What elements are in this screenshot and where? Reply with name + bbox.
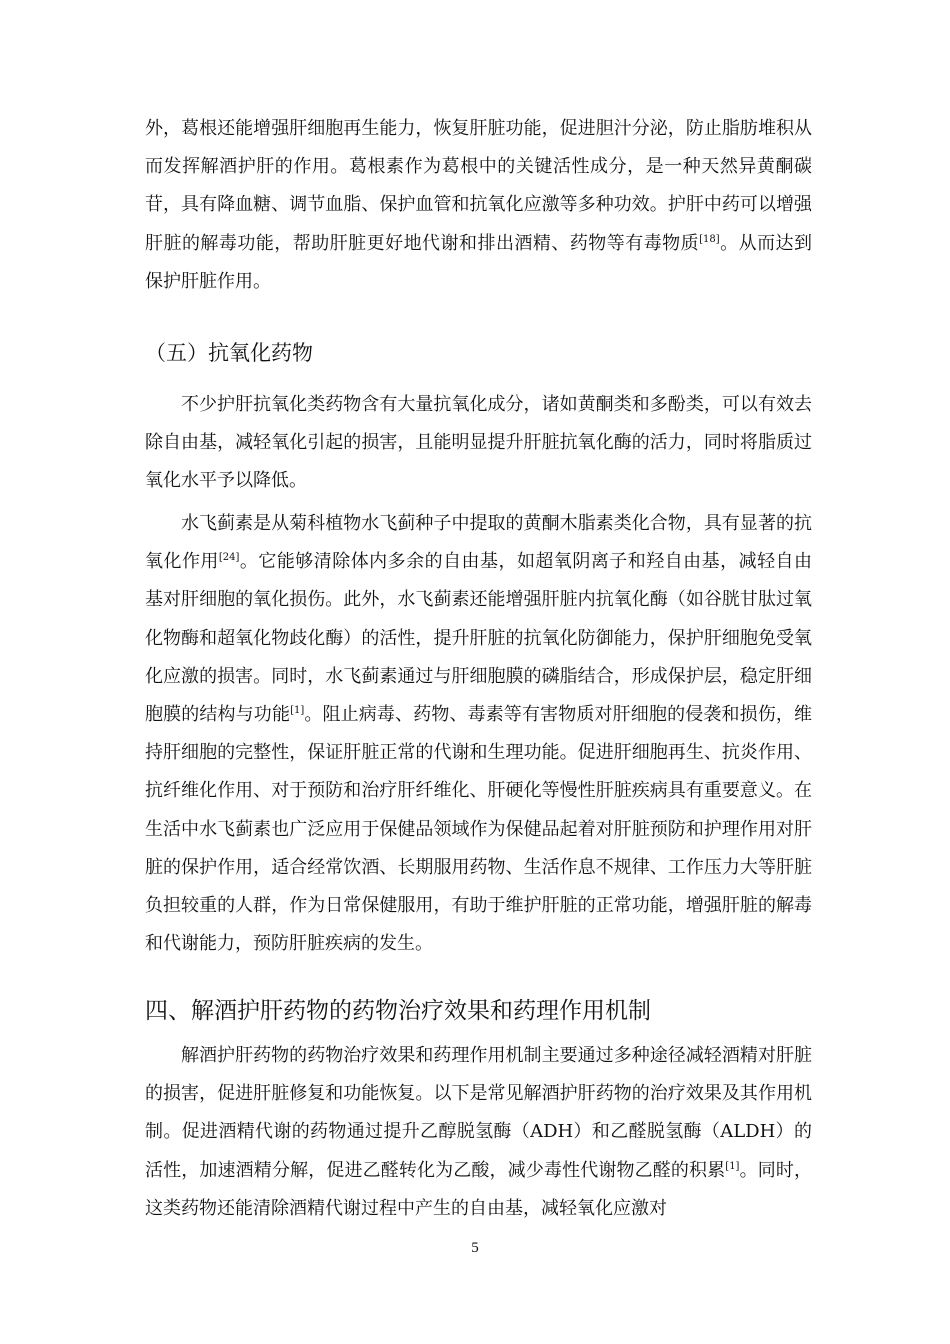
section-heading-antioxidant: （五）抗氧化药物 bbox=[145, 341, 313, 365]
paragraph-text: 外，葛根还能增强肝细胞再生能力，恢复肝脏功能，促进胆汁分泌，防止脂肪堆积从而发挥解酒护肝的作用。葛根素作为葛根中的关键活性成分，是一种天然异黄酮碳苷，具有降血糖、调节血脂、保护血管和抗氧化应激等多种功效。护肝中药可以增强肝脏的解毒功能，帮助肝脏更好地代谢和排出酒精、药物等有毒物质 bbox=[145, 118, 812, 254]
paragraph-text: 水飞蓟素是从菊科植物水飞蓟种子中提取的黄酮木脂素类化合物，具有显著的抗氧化作用 bbox=[145, 513, 812, 573]
paragraph-mechanism bbox=[145, 1037, 812, 1228]
paragraph-text: 。从而达到保护肝脏作用。 bbox=[145, 232, 813, 292]
paragraph-gegen bbox=[145, 110, 812, 301]
paragraph-antioxidant-intro: 不少护肝抗氧化类药物含有大量抗氧化成分，诸如黄酮类和多酚类，可以有效去除自由基，减轻氧化引起的损害，且能明显提升肝脏抗氧化酶的活力，同时将脂质过氧化水平予以降低。 bbox=[145, 394, 812, 492]
paragraph-text: 解酒护肝药物的药物治疗效果和药理作用机制主要通过多种途径减轻酒精对肝脏的损害，促进肝脏修复和功能恢复。以下是常见解酒护肝药物的治疗效果及其作用机制。促进酒精代谢的药物通过提升乙醇脱氢酶（ADH）和乙醛脱氢酶（ALDH）的活性，加速酒精分解，促进乙醛转化为乙酸，减少毒性代谢物乙醛的积累 bbox=[145, 1045, 812, 1181]
citation-ref: [1] bbox=[725, 1160, 740, 1172]
citation-ref: [18] bbox=[699, 233, 720, 245]
paragraph-text: 。它能够清除体内多余的自由基，如超氧阴离子和羟自由基，减轻自由基对肝细胞的氧化损伤。此外，水飞蓟素还能增强肝脏内抗氧化酶（如谷胱甘肽过氧化物酶和超氧化物歧化酶）的活性，提升肝脏的抗氧化防御能力，保护肝细胞免受氧化应激的损害。同时，水飞蓟素通过与肝细胞膜的磷脂结合，形成保护层，稳定肝细胞膜的结构与功能 bbox=[145, 551, 813, 726]
page-number: 5 bbox=[471, 1240, 479, 1256]
chapter-heading-mechanism: 四、解酒护肝药物的药物治疗效果和药理作用机制 bbox=[145, 998, 651, 1024]
paragraph-text: 。阻止病毒、药物、毒素等有害物质对肝细胞的侵袭和损伤，维持肝细胞的完整性，保证肝脏正常的代谢和生理功能。促进肝细胞再生、抗炎作用、抗纤维化作用、对于预防和治疗肝纤维化、肝硬化等慢性肝脏疾病具有重要意义。在生活中水飞蓟素也广泛应用于保健品领域作为保健品起着对肝脏预防和护理作用对肝脏的保护作用，适合经常饮酒、长期服用药物、生活作息不规律、工作压力大等肝脏负担较重的人群，作为日常保健服用，有助于维护肝脏的正常功能，增强肝脏的解毒和代谢能力，预防肝脏疾病的发生。 bbox=[145, 704, 813, 955]
paragraph-silymarin bbox=[145, 505, 812, 963]
paragraph-text: 。同时，这类药物还能清除酒精代谢过程中产生的自由基，减轻氧化应激对 bbox=[145, 1159, 813, 1219]
citation-ref: [24] bbox=[218, 552, 240, 564]
citation-ref: [1] bbox=[290, 705, 305, 717]
